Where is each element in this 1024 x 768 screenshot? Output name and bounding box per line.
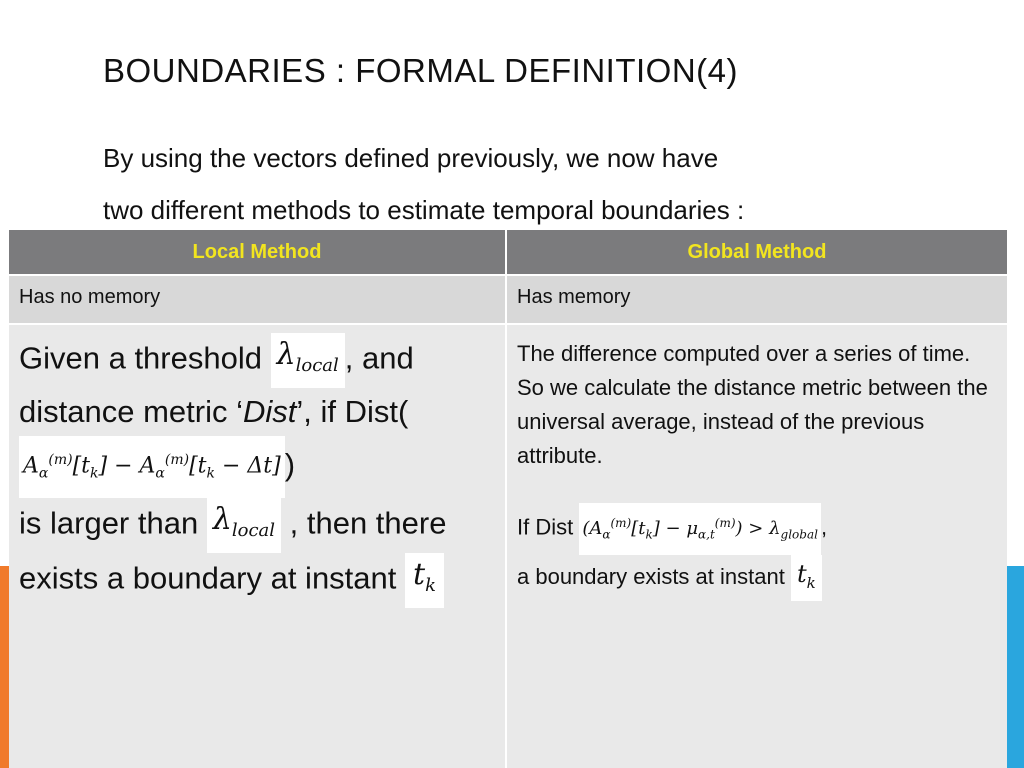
accent-bar-left: [0, 566, 9, 768]
local-difference-formula: $A_\alpha^{(m)}[t_k] - A_\alpha^{(m)}[t_k - \Delta t]$: [19, 436, 285, 498]
intro-line-1: By using the vectors defined previously, we now have: [103, 143, 719, 173]
header-global-method: Global Method: [507, 230, 1007, 274]
local-text-2: , and distance metric ‘: [19, 340, 414, 429]
local-text-5: is larger than: [19, 505, 207, 541]
tk-formula-global: $t_k$: [791, 555, 822, 602]
local-text-4: ): [284, 447, 296, 483]
intro-line-2: two different methods to estimate temporal boundaries :: [103, 195, 745, 225]
local-text-3: ’, if Dist(: [296, 394, 409, 429]
cell-local-memory: Has no memory: [9, 274, 507, 323]
global-condition: If Dist $(A_\alpha^{(m)}[t_k] - \mu_{\alpha,t}^{(m)}) > \lambda_{global}$ , a boundary exists at instant $t_k$: [517, 503, 997, 601]
lambda-local-formula: $\lambda_{local}$: [271, 333, 345, 388]
local-text-6: , then there exists a boundary at instant: [19, 505, 447, 596]
lambda-local-formula-2: $\lambda_{local}$: [207, 498, 281, 553]
slide-title: BOUNDARIES : FORMAL DEFINITION(4): [103, 52, 738, 89]
header-local-method: Local Method: [9, 230, 507, 274]
cell-local-description: [9, 323, 507, 768]
methods-table: [9, 230, 1007, 768]
local-text-1: Given a threshold: [19, 340, 271, 376]
global-difference-formula: $(A_\alpha^{(m)}[t_k] - \mu_{\alpha,t}^{(m)}) > \lambda_{global}$: [579, 503, 821, 555]
accent-bar-right: [1004, 566, 1024, 768]
global-paragraph: The difference computed over a series of time. So we calculate the distance metric between the universal average, instead of the previous attribute.: [517, 341, 988, 468]
cell-global-memory: Has memory: [507, 274, 1007, 323]
tk-formula: $t_k$: [405, 553, 444, 608]
local-dist-term: Dist: [242, 394, 297, 429]
intro-text: [103, 132, 963, 236]
cell-global-description: [507, 323, 1007, 768]
